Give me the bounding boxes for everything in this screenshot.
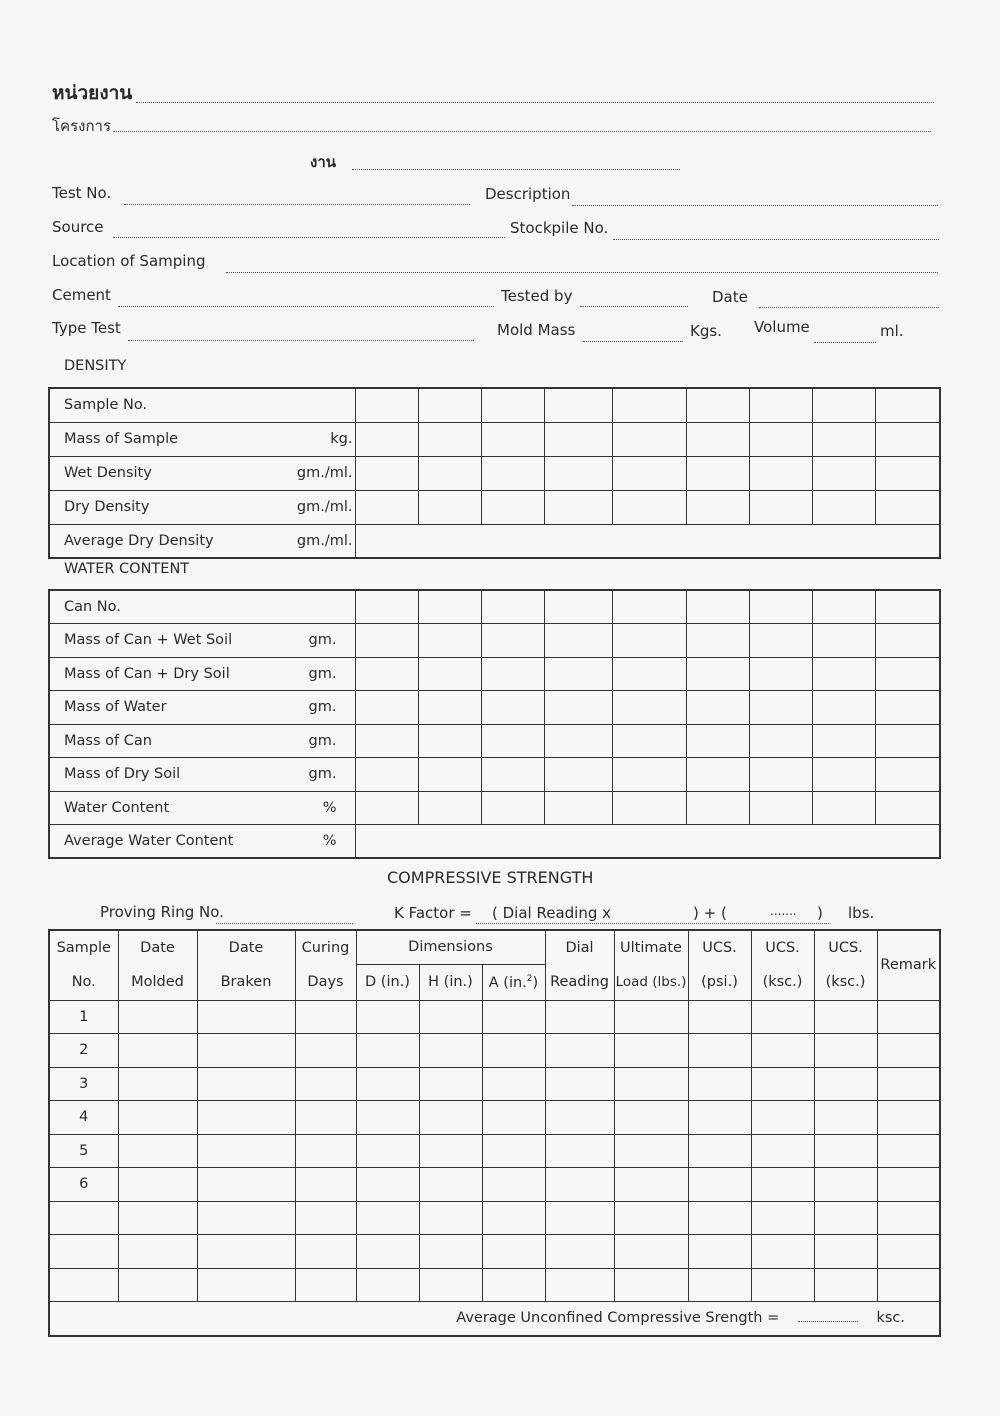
data-cell[interactable] — [751, 1268, 814, 1302]
water-row — [49, 724, 940, 758]
sample-no — [49, 1235, 118, 1269]
data-cell[interactable] — [118, 1000, 197, 1034]
density-row — [49, 524, 940, 558]
formula-close: ) — [817, 904, 823, 922]
data-cell[interactable] — [355, 691, 418, 725]
formula-open: ( Dial Reading x — [492, 904, 611, 922]
data-cell[interactable] — [749, 724, 812, 758]
data-cell[interactable] — [686, 791, 749, 825]
data-cell[interactable] — [686, 590, 749, 624]
row-label: Mass of Can gm. — [49, 724, 355, 758]
volume-unit: ml. — [880, 322, 904, 340]
data-cell[interactable] — [419, 1034, 482, 1068]
data-cell[interactable] — [295, 1034, 356, 1068]
data-cell[interactable] — [482, 1000, 545, 1034]
cement-field[interactable] — [118, 305, 494, 307]
formula-unit: lbs. — [848, 904, 875, 922]
mold-mass-field[interactable] — [583, 340, 683, 342]
data-cell[interactable] — [612, 590, 686, 624]
data-cell[interactable] — [418, 624, 481, 658]
data-cell[interactable] — [875, 691, 940, 725]
data-cell[interactable] — [482, 1235, 545, 1269]
data-cell[interactable] — [197, 1168, 295, 1202]
average-water-content-cell[interactable] — [355, 825, 940, 859]
data-cell[interactable] — [612, 791, 686, 825]
data-cell[interactable] — [612, 691, 686, 725]
data-cell[interactable] — [295, 1268, 356, 1302]
data-cell[interactable] — [545, 1268, 614, 1302]
tested-by-field[interactable] — [580, 305, 688, 307]
agency-field[interactable] — [136, 101, 934, 103]
k-factor-label: K Factor = — [394, 904, 472, 922]
header-dial: Dial — [545, 930, 614, 964]
data-cell[interactable] — [875, 590, 940, 624]
header-h: H (in.) — [419, 964, 482, 1000]
sample-row — [49, 1000, 940, 1034]
data-cell[interactable] — [751, 1000, 814, 1034]
water-row — [49, 624, 940, 658]
data-cell[interactable] — [877, 1201, 940, 1235]
compressive-table — [48, 929, 941, 1337]
data-cell[interactable] — [482, 1067, 545, 1101]
data-cell[interactable] — [612, 624, 686, 658]
location-field[interactable] — [226, 271, 938, 273]
data-cell[interactable] — [418, 590, 481, 624]
header-curing-2: Days — [295, 964, 356, 1000]
data-cell[interactable] — [614, 1034, 688, 1068]
water-row — [49, 825, 940, 859]
data-cell[interactable] — [544, 791, 612, 825]
data-cell[interactable] — [544, 758, 612, 792]
data-cell[interactable] — [418, 691, 481, 725]
row-label: Mass of Can + Dry Soil gm. — [49, 657, 355, 691]
average-dry-density-cell[interactable] — [355, 524, 940, 558]
average-ucs-label: Average Unconfined Compressive Srength = — [456, 1310, 780, 1327]
data-cell[interactable] — [688, 1034, 751, 1068]
data-cell[interactable] — [751, 1034, 814, 1068]
data-cell[interactable] — [295, 1101, 356, 1135]
date-field[interactable] — [759, 306, 939, 308]
data-cell[interactable] — [197, 1235, 295, 1269]
data-cell[interactable] — [355, 724, 418, 758]
data-cell[interactable] — [118, 1201, 197, 1235]
sample-no: 2 — [49, 1034, 118, 1068]
data-cell[interactable] — [118, 1134, 197, 1168]
data-cell[interactable] — [875, 791, 940, 825]
data-cell[interactable] — [197, 1101, 295, 1135]
data-cell[interactable] — [545, 1067, 614, 1101]
data-cell[interactable] — [812, 590, 875, 624]
data-cell[interactable] — [749, 624, 812, 658]
date-label: Date — [712, 288, 748, 306]
data-cell[interactable] — [356, 1134, 419, 1168]
test-no-label: Test No. — [52, 184, 112, 202]
cement-label: Cement — [52, 286, 111, 304]
data-cell[interactable] — [614, 1000, 688, 1034]
data-cell[interactable] — [419, 1201, 482, 1235]
sample-row — [49, 1201, 940, 1235]
data-cell[interactable] — [814, 1000, 877, 1034]
row-label: Dry Density gm./ml. — [49, 490, 355, 524]
data-cell[interactable] — [481, 791, 544, 825]
density-table — [48, 387, 941, 559]
data-cell[interactable] — [481, 657, 544, 691]
data-cell[interactable] — [356, 1101, 419, 1135]
type-test-label: Type Test — [52, 319, 121, 337]
header-remark: Remark — [877, 930, 940, 1000]
data-cell[interactable] — [545, 1168, 614, 1202]
data-cell[interactable] — [814, 1134, 877, 1168]
sample-no: 5 — [49, 1134, 118, 1168]
stockpile-label: Stockpile No. — [510, 219, 609, 237]
data-cell[interactable] — [481, 624, 544, 658]
data-cell[interactable] — [197, 1201, 295, 1235]
data-cell[interactable] — [355, 758, 418, 792]
data-cell[interactable] — [875, 724, 940, 758]
data-cell[interactable] — [481, 724, 544, 758]
data-cell[interactable] — [419, 1101, 482, 1135]
data-cell[interactable] — [295, 1067, 356, 1101]
header-sample-2: No. — [49, 964, 118, 1000]
data-cell[interactable] — [118, 1268, 197, 1302]
row-label: Sample No. — [49, 388, 355, 422]
data-cell[interactable] — [118, 1235, 197, 1269]
data-cell[interactable] — [419, 1134, 482, 1168]
data-cell[interactable] — [419, 1235, 482, 1269]
data-cell[interactable] — [118, 1034, 197, 1068]
row-label: Wet Density gm./ml. — [49, 456, 355, 490]
data-cell[interactable] — [482, 1168, 545, 1202]
data-cell[interactable] — [749, 657, 812, 691]
density-row — [49, 422, 940, 456]
data-cell[interactable] — [482, 1201, 545, 1235]
density-title: DENSITY — [64, 358, 127, 374]
data-cell[interactable] — [688, 1101, 751, 1135]
average-ucs-row — [49, 1302, 940, 1336]
data-cell[interactable] — [295, 1235, 356, 1269]
data-cell[interactable] — [688, 1235, 751, 1269]
data-cell[interactable] — [612, 724, 686, 758]
sample-row — [49, 1034, 940, 1068]
sample-row — [49, 1134, 940, 1168]
data-cell[interactable] — [356, 1034, 419, 1068]
data-cell[interactable] — [751, 1168, 814, 1202]
header-curing: Curing — [295, 930, 356, 964]
data-cell[interactable] — [197, 1034, 295, 1068]
row-label: Average Water Content % — [49, 825, 355, 859]
data-cell[interactable] — [614, 1067, 688, 1101]
row-label: Mass of Dry Soil gm. — [49, 758, 355, 792]
data-cell[interactable] — [544, 624, 612, 658]
data-cell[interactable] — [875, 657, 940, 691]
data-cell[interactable] — [482, 1134, 545, 1168]
water-row — [49, 590, 940, 624]
formula-constant: ....... — [770, 904, 797, 918]
mold-mass-unit: Kgs. — [690, 322, 722, 340]
data-cell[interactable] — [544, 691, 612, 725]
density-row — [49, 388, 940, 422]
data-cell[interactable] — [356, 1235, 419, 1269]
test-no-field[interactable] — [124, 203, 470, 205]
data-cell[interactable] — [877, 1034, 940, 1068]
data-cell[interactable] — [612, 657, 686, 691]
data-cell[interactable] — [614, 1134, 688, 1168]
data-cell[interactable] — [118, 1101, 197, 1135]
data-cell[interactable] — [812, 758, 875, 792]
data-cell[interactable] — [751, 1134, 814, 1168]
water-table — [48, 589, 941, 859]
water-row — [49, 657, 940, 691]
header-a: A (in.$^2$) — [482, 964, 545, 1000]
data-cell[interactable] — [356, 1201, 419, 1235]
data-cell[interactable] — [418, 657, 481, 691]
data-cell[interactable] — [545, 1235, 614, 1269]
data-cell[interactable] — [751, 1235, 814, 1269]
data-cell[interactable] — [295, 1134, 356, 1168]
data-cell[interactable] — [355, 657, 418, 691]
sample-row — [49, 1268, 940, 1302]
header-ksc2-2: (ksc.) — [814, 964, 877, 1000]
sample-no: 1 — [49, 1000, 118, 1034]
sample-no: 4 — [49, 1101, 118, 1135]
data-cell[interactable] — [749, 791, 812, 825]
header-dimensions: Dimensions — [356, 930, 545, 964]
data-cell[interactable] — [751, 1067, 814, 1101]
data-cell[interactable] — [419, 1168, 482, 1202]
data-cell[interactable] — [688, 1268, 751, 1302]
proving-ring-field[interactable] — [216, 922, 353, 924]
row-label: Mass of Can + Wet Soil gm. — [49, 624, 355, 658]
data-cell[interactable] — [295, 1168, 356, 1202]
data-cell[interactable] — [295, 1201, 356, 1235]
data-cell[interactable] — [545, 1134, 614, 1168]
work-label: งาน — [310, 153, 337, 171]
data-cell[interactable] — [481, 758, 544, 792]
data-cell[interactable] — [749, 691, 812, 725]
average-ucs-unit: ksc. — [876, 1310, 905, 1327]
data-cell[interactable] — [875, 758, 940, 792]
data-cell[interactable] — [812, 724, 875, 758]
data-cell[interactable] — [418, 791, 481, 825]
formula-mid: ) + ( — [693, 904, 727, 922]
data-cell[interactable] — [197, 1000, 295, 1034]
header-ucs-ksc: UCS. — [751, 930, 814, 964]
data-cell[interactable] — [482, 1034, 545, 1068]
header-ultimate: Ultimate — [614, 930, 688, 964]
compressive-title: COMPRESSIVE STRENGTH — [387, 868, 594, 887]
data-cell[interactable] — [418, 758, 481, 792]
type-test-field[interactable] — [128, 339, 474, 341]
data-cell[interactable] — [355, 791, 418, 825]
data-cell[interactable] — [356, 1168, 419, 1202]
data-cell[interactable] — [877, 1101, 940, 1135]
header-psi-2: (psi.) — [688, 964, 751, 1000]
data-cell[interactable] — [545, 1201, 614, 1235]
average-ucs-field[interactable] — [798, 1321, 858, 1322]
data-cell[interactable] — [197, 1268, 295, 1302]
data-cell[interactable] — [544, 724, 612, 758]
data-cell[interactable] — [688, 1168, 751, 1202]
row-label: Water Content % — [49, 791, 355, 825]
header-date-braken: Date — [197, 930, 295, 964]
sample-no — [49, 1268, 118, 1302]
water-row — [49, 691, 940, 725]
tested-by-label: Tested by — [501, 287, 573, 305]
data-cell[interactable] — [688, 1000, 751, 1034]
mold-mass-label: Mold Mass — [497, 321, 576, 339]
data-cell[interactable] — [419, 1067, 482, 1101]
header-sample: Sample — [49, 930, 118, 964]
data-cell[interactable] — [814, 1268, 877, 1302]
sample-row — [49, 1168, 940, 1202]
data-cell[interactable] — [688, 1201, 751, 1235]
data-cell[interactable] — [688, 1134, 751, 1168]
agency-label: หน่วยงาน — [52, 82, 133, 104]
data-cell[interactable] — [877, 1268, 940, 1302]
data-cell[interactable] — [749, 590, 812, 624]
data-cell[interactable] — [355, 590, 418, 624]
water-row — [49, 758, 940, 792]
source-field[interactable] — [113, 236, 505, 238]
data-cell[interactable] — [419, 1268, 482, 1302]
project-label: โครงการ — [52, 117, 112, 135]
data-cell[interactable] — [814, 1201, 877, 1235]
data-cell[interactable] — [295, 1000, 356, 1034]
data-cell[interactable] — [356, 1000, 419, 1034]
data-cell[interactable] — [544, 657, 612, 691]
header-dial-2: Reading — [545, 964, 614, 1000]
data-cell[interactable] — [614, 1101, 688, 1135]
volume-label: Volume — [754, 318, 810, 336]
data-cell[interactable] — [686, 724, 749, 758]
header-ucs-ksc-2: UCS. — [814, 930, 877, 964]
data-cell[interactable] — [481, 590, 544, 624]
data-cell[interactable] — [877, 1134, 940, 1168]
data-cell[interactable] — [614, 1201, 688, 1235]
source-label: Source — [52, 218, 104, 236]
stockpile-field[interactable] — [613, 238, 939, 240]
data-cell[interactable] — [814, 1067, 877, 1101]
data-cell[interactable] — [686, 657, 749, 691]
description-field[interactable] — [572, 204, 938, 206]
density-row — [49, 456, 940, 490]
data-cell[interactable] — [118, 1168, 197, 1202]
header-d: D (in.) — [356, 964, 419, 1000]
data-cell[interactable] — [814, 1168, 877, 1202]
data-cell[interactable] — [751, 1201, 814, 1235]
data-cell[interactable] — [875, 624, 940, 658]
data-cell[interactable] — [614, 1168, 688, 1202]
sample-row — [49, 1067, 940, 1101]
data-cell[interactable] — [814, 1235, 877, 1269]
location-label: Location of Samping — [52, 252, 206, 270]
data-cell[interactable] — [686, 758, 749, 792]
data-cell[interactable] — [749, 758, 812, 792]
data-cell[interactable] — [612, 758, 686, 792]
data-cell[interactable] — [545, 1101, 614, 1135]
data-cell[interactable] — [545, 1034, 614, 1068]
data-cell[interactable] — [481, 691, 544, 725]
data-cell[interactable] — [688, 1067, 751, 1101]
data-cell[interactable] — [544, 590, 612, 624]
project-field[interactable] — [113, 130, 931, 132]
description-label: Description — [485, 185, 571, 203]
data-cell[interactable] — [482, 1101, 545, 1135]
header-date-molded: Date — [118, 930, 197, 964]
sample-no — [49, 1201, 118, 1235]
data-cell[interactable] — [418, 724, 481, 758]
sample-row — [49, 1235, 940, 1269]
row-label: Mass of Sample kg. — [49, 422, 355, 456]
data-cell[interactable] — [812, 791, 875, 825]
volume-field[interactable] — [814, 341, 876, 343]
header-ultimate-2: Load (lbs.) — [614, 964, 688, 1000]
data-cell[interactable] — [197, 1067, 295, 1101]
data-cell[interactable] — [814, 1101, 877, 1135]
data-cell[interactable] — [419, 1000, 482, 1034]
data-cell[interactable] — [877, 1000, 940, 1034]
row-label: Mass of Water gm. — [49, 691, 355, 725]
header-molded-2: Molded — [118, 964, 197, 1000]
sample-row — [49, 1101, 940, 1135]
data-cell[interactable] — [877, 1067, 940, 1101]
data-cell[interactable] — [356, 1067, 419, 1101]
water-row — [49, 791, 940, 825]
data-cell[interactable] — [877, 1168, 940, 1202]
proving-ring-label: Proving Ring No. — [100, 903, 224, 921]
sample-no: 6 — [49, 1168, 118, 1202]
header-braken-2: Braken — [197, 964, 295, 1000]
data-cell[interactable] — [751, 1101, 814, 1135]
water-title: WATER CONTENT — [64, 561, 190, 577]
k-factor-field[interactable] — [476, 922, 829, 924]
row-label: Can No. — [49, 590, 355, 624]
sample-no: 3 — [49, 1067, 118, 1101]
data-cell[interactable] — [355, 624, 418, 658]
work-field[interactable] — [352, 168, 680, 170]
data-cell[interactable] — [812, 691, 875, 725]
header-ksc-2: (ksc.) — [751, 964, 814, 1000]
data-cell[interactable] — [614, 1268, 688, 1302]
data-cell[interactable] — [812, 624, 875, 658]
density-row — [49, 490, 940, 524]
data-cell[interactable] — [482, 1268, 545, 1302]
data-cell[interactable] — [614, 1235, 688, 1269]
data-cell[interactable] — [877, 1235, 940, 1269]
data-cell[interactable] — [812, 657, 875, 691]
data-cell[interactable] — [814, 1034, 877, 1068]
header-ucs-psi: UCS. — [688, 930, 751, 964]
data-cell[interactable] — [686, 691, 749, 725]
data-cell[interactable] — [686, 624, 749, 658]
data-cell[interactable] — [356, 1268, 419, 1302]
row-label: Average Dry Density gm./ml. — [49, 524, 355, 558]
data-cell[interactable] — [545, 1000, 614, 1034]
data-cell[interactable] — [118, 1067, 197, 1101]
data-cell[interactable] — [197, 1134, 295, 1168]
